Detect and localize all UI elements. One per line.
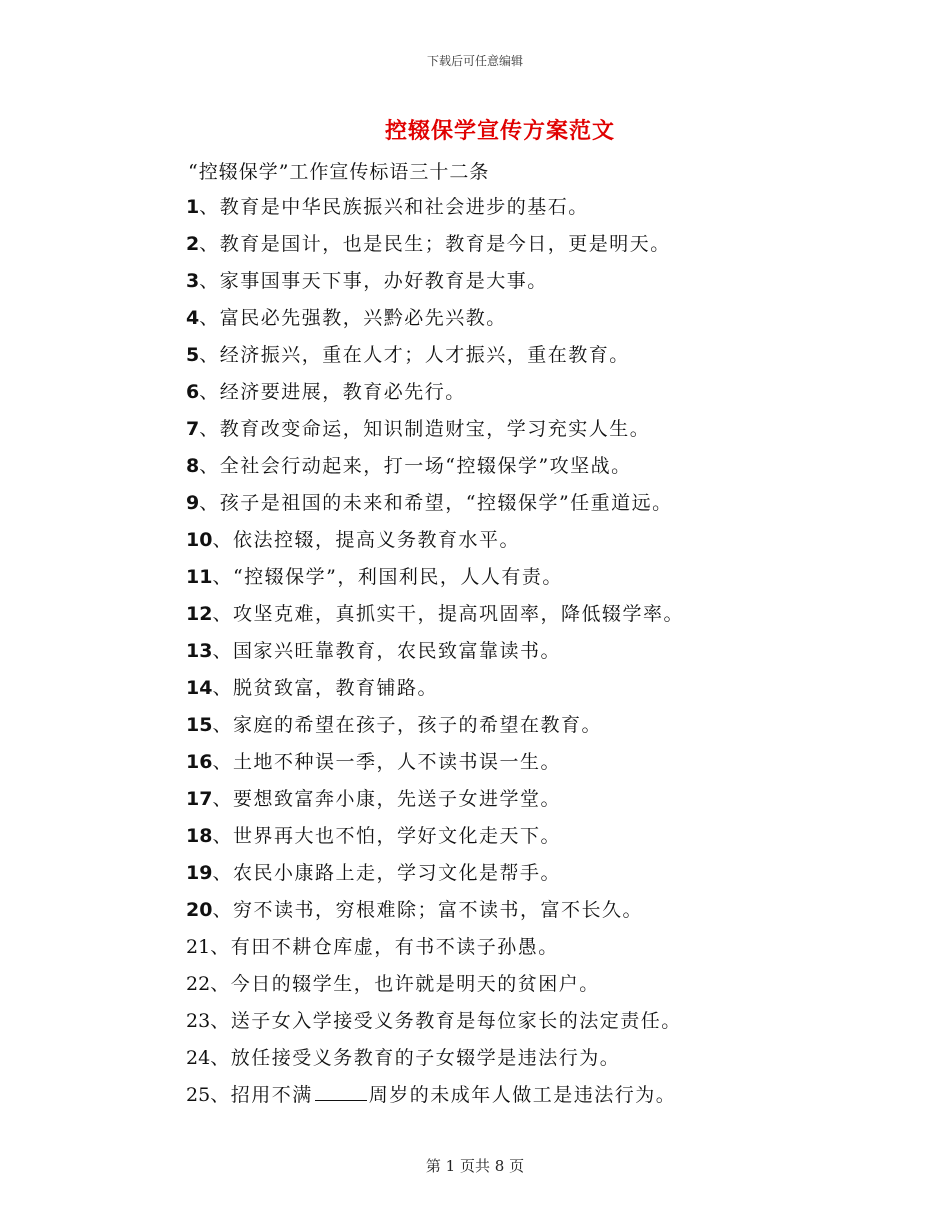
list-item (186, 192, 684, 229)
item-text: 土地不种误一季，人不读书误一生。 (232, 751, 561, 773)
item-separator: 、 (210, 936, 231, 958)
list-item (186, 599, 684, 636)
list-item (186, 229, 684, 266)
item-number: 7 (186, 418, 200, 440)
page-footer: 第 1 页共 8 页 (425, 1157, 525, 1175)
item-separator: 、 (199, 418, 220, 440)
list-item (186, 821, 684, 858)
list-item (186, 858, 684, 895)
header-note: 下载后可任意编辑 (426, 54, 523, 68)
item-separator: 、 (212, 788, 233, 810)
item-text: 要想致富奔小康，先送子女进学堂。 (232, 788, 561, 810)
item-number: 16 (186, 751, 213, 773)
item-text: 国家兴旺靠教育，农民致富靠读书。 (232, 640, 561, 662)
item-number: 2 (186, 233, 200, 255)
item-text: 穷不读书，穷根难除；富不读书，富不长久。 (232, 899, 643, 921)
list-item (186, 1043, 684, 1080)
list-item (186, 673, 684, 710)
item-separator: 、 (199, 307, 220, 329)
item-number: 20 (186, 899, 213, 921)
item-text: 依法控辍，提高义务教育水平。 (232, 529, 520, 551)
item-number: 3 (186, 270, 200, 292)
item-number: 9 (186, 492, 200, 514)
item-number: 5 (186, 344, 200, 366)
item-text: 今日的辍学生，也许就是明天的贫困户。 (230, 973, 600, 995)
item-number: 25 (186, 1084, 211, 1106)
slogan-list (186, 192, 684, 1117)
item-number: 10 (186, 529, 213, 551)
item-separator: 、 (212, 899, 233, 921)
item-separator: 、 (212, 677, 233, 699)
item-number: 13 (186, 640, 213, 662)
list-item (186, 266, 684, 303)
list-item (186, 562, 684, 599)
item-number: 22 (186, 973, 211, 995)
fill-in-blank (315, 1082, 367, 1101)
item-number: 11 (186, 566, 213, 588)
item-text: 攻坚克难，真抓实干，提高巩固率，降低辍学率。 (232, 603, 684, 625)
item-text-after-blank: 周岁的未成年人做工是违法行为。 (368, 1084, 677, 1106)
list-item (186, 488, 684, 525)
item-number: 6 (186, 381, 200, 403)
item-text: 家事国事天下事，办好教育是大事。 (219, 270, 548, 292)
item-number: 21 (186, 936, 211, 958)
list-item (186, 895, 684, 932)
item-separator: 、 (199, 492, 220, 514)
item-separator: 、 (199, 196, 220, 218)
item-text: “控辍保学”，利国利民，人人有责。 (232, 566, 563, 588)
item-text: 放任接受义务教育的子女辍学是违法行为。 (230, 1047, 621, 1069)
item-text: 富民必先强教，兴黔必先兴教。 (219, 307, 507, 329)
list-item (186, 1080, 684, 1117)
item-separator: 、 (212, 566, 233, 588)
item-number: 1 (186, 196, 200, 218)
item-text: 送子女入学接受义务教育是每位家长的法定责任。 (230, 1010, 682, 1032)
item-text: 教育是国计，也是民生；教育是今日，更是明天。 (219, 233, 671, 255)
item-separator: 、 (212, 529, 233, 551)
list-item (186, 932, 684, 969)
item-text: 脱贫致富，教育铺路。 (232, 677, 438, 699)
item-separator: 、 (210, 1084, 231, 1106)
item-separator: 、 (199, 381, 220, 403)
item-separator: 、 (212, 751, 233, 773)
item-separator: 、 (199, 455, 220, 477)
item-separator: 、 (210, 973, 231, 995)
item-separator: 、 (210, 1010, 231, 1032)
item-separator: 、 (212, 640, 233, 662)
item-text: 全社会行动起来，打一场“控辍保学”攻坚战。 (219, 455, 632, 477)
document-subtitle: “控辍保学”工作宣传标语三十二条 (188, 161, 490, 183)
list-item (186, 710, 684, 747)
list-item (186, 303, 684, 340)
item-separator: 、 (212, 825, 233, 847)
item-text: 教育是中华民族振兴和社会进步的基石。 (219, 196, 589, 218)
item-number: 23 (186, 1010, 211, 1032)
list-item (186, 969, 684, 1006)
list-item (186, 747, 684, 784)
item-text: 农民小康路上走，学习文化是帮手。 (232, 862, 561, 884)
item-number: 24 (186, 1047, 211, 1069)
list-item (186, 525, 684, 562)
list-item (186, 414, 684, 451)
item-number: 8 (186, 455, 200, 477)
item-separator: 、 (212, 603, 233, 625)
list-item (186, 377, 684, 414)
item-separator: 、 (199, 344, 220, 366)
item-text: 教育改变命运，知识制造财宝，学习充实人生。 (219, 418, 651, 440)
item-number: 4 (186, 307, 200, 329)
document-title: 控辍保学宣传方案范文 (384, 118, 615, 144)
item-text: 世界再大也不怕，学好文化走天下。 (232, 825, 561, 847)
item-number: 12 (186, 603, 213, 625)
list-item (186, 784, 684, 821)
item-text: 孩子是祖国的未来和希望，“控辍保学”任重道远。 (219, 492, 673, 514)
item-text: 家庭的希望在孩子，孩子的希望在教育。 (232, 714, 602, 736)
item-separator: 、 (212, 862, 233, 884)
list-item (186, 636, 684, 673)
item-number: 15 (186, 714, 213, 736)
list-item (186, 340, 684, 377)
item-number: 19 (186, 862, 213, 884)
item-number: 14 (186, 677, 213, 699)
item-text-before-blank: 招用不满 (230, 1084, 313, 1106)
list-item (186, 451, 684, 488)
item-separator: 、 (210, 1047, 231, 1069)
list-item (186, 1006, 684, 1043)
item-separator: 、 (212, 714, 233, 736)
item-text: 经济要进展，教育必先行。 (219, 381, 466, 403)
item-separator: 、 (199, 270, 220, 292)
item-text: 经济振兴，重在人才；人才振兴，重在教育。 (219, 344, 630, 366)
item-separator: 、 (199, 233, 220, 255)
item-number: 17 (186, 788, 213, 810)
item-number: 18 (186, 825, 213, 847)
item-text: 有田不耕仓库虚，有书不读子孙愚。 (230, 936, 559, 958)
